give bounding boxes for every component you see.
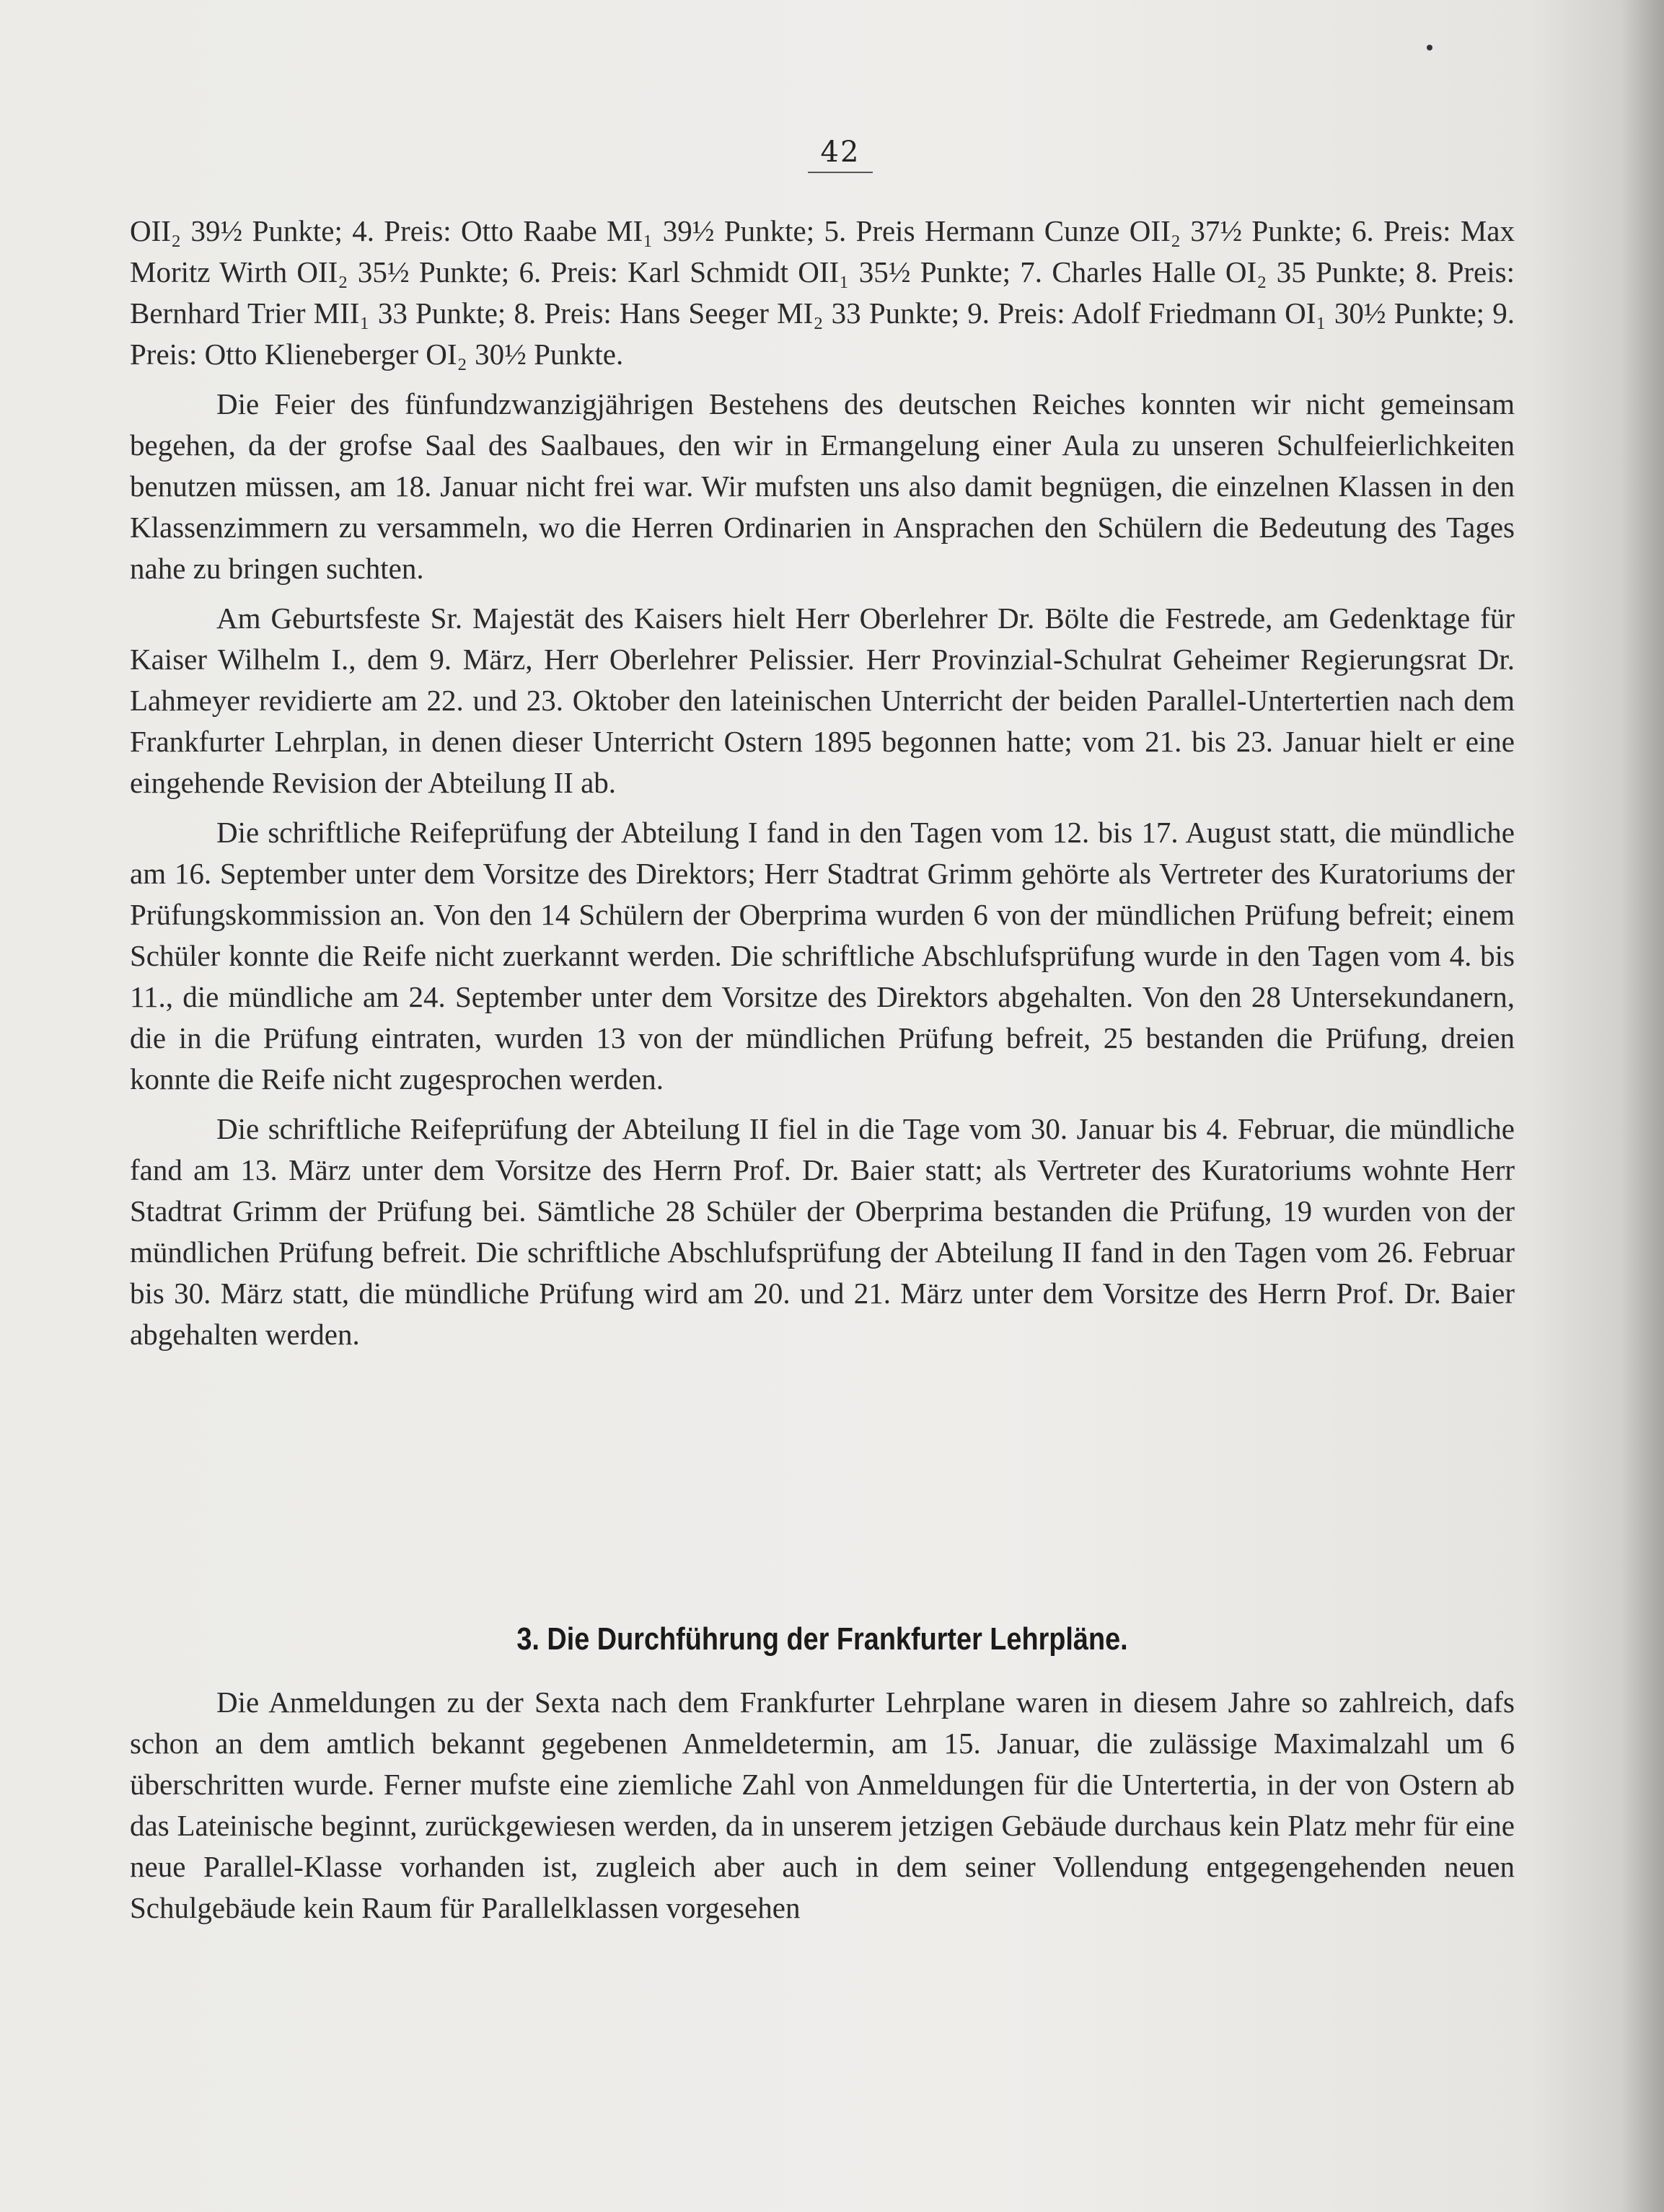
page-edge-shadow — [1621, 0, 1664, 2212]
body-text-upper — [130, 211, 1515, 1364]
prize-list-paragraph: OII₂ 39½ Punkte; 4. Preis: Otto Raabe MI₁ 39½ Punkte; 5. Preis Hermann Cunze OII₂ 37½ Punkte; 6. Preis: Max Moritz Wirth OII₂ 35½ Punkte; 6. Preis: Karl Schmidt OII₁ 35½ Punkte; 7. Charles Halle OI₂ 35 Punkte; 8. Preis: Bernhard Trier MII₁ 33 Punkte; 8. Preis: Hans Seeger MI₂ 33 Punkte; 9. Preis: Adolf Friedmann OI₁ 30½ Punkte; 9. Preis: Otto Klieneberger OI₂ 30½ Punkte. — [130, 214, 1515, 371]
page-number: 42 — [808, 136, 873, 173]
body-text-lower — [130, 1682, 1515, 1937]
section-heading: 3. Die Durchführung der Frankfurter Lehrpläne. — [516, 1621, 1128, 1657]
paragraph-feier: Die Feier des fünfundzwanzigjährigen Bestehens des deutschen Reiches konnten wir nicht gemeinsam begehen, da der grofse Saal des Saalbaues, den wir in Ermangelung einer Aula zu unseren Schulfeierlichkeiten benutzen müssen, am 18. Januar nicht frei war. Wir mufsten uns also damit begnügen, die einzelnen Klassen in den Klassenzimmern zu versammeln, wo die Herren Ordinarien in Ansprachen den Schülern die Bedeutung des Tages nahe zu bringen suchten. — [130, 387, 1515, 585]
paragraph-reifepruefung-1: Die schriftliche Reifeprüfung der Abteilung I fand in den Tagen vom 12. bis 17. August statt, die mündliche am 16. September unter dem Vorsitze des Direktors; Herr Stadtrat Grimm gehörte als Vertreter des Kuratoriums der Prüfungskommission an. Von den 14 Schülern der Oberprima wurden 6 von der mündlichen Prüfung befreit; einem Schüler konnte die Reife nicht zuerkannt werden. Die schriftliche Abschlufsprüfung wurde in den Tagen vom 4. bis 11., die mündliche am 24. September unter dem Vorsitze des Direktors abgehalten. Von den 28 Untersekundanern, die in die Prüfung eintraten, wurden 13 von der mündlichen Prüfung befreit, 25 bestanden die Prüfung, dreien konnte die Reife nicht zugesprochen werden. — [130, 816, 1515, 1096]
paragraph-reifepruefung-2: Die schriftliche Reifeprüfung der Abteilung II fiel in die Tage vom 30. Januar bis 4. Februar, die mündliche fand am 13. März unter dem Vorsitze des Herrn Prof. Dr. Baier statt; als Vertreter des Kuratoriums wohnte Herr Stadtrat Grimm der Prüfung bei. Sämtliche 28 Schüler der Oberprima bestanden die Prüfung, 19 wurden von der mündlichen Prüfung befreit. Die schriftliche Abschlufsprüfung der Abteilung II fand in den Tagen vom 26. Februar bis 30. März statt, die mündliche Prüfung wird am 20. und 21. März unter dem Vorsitze des Herrn Prof. Dr. Baier abgehalten werden. — [130, 1112, 1515, 1351]
print-speck — [1427, 45, 1432, 50]
paragraph-anmeldungen: Die Anmeldungen zu der Sexta nach dem Frankfurter Lehrplane waren in diesem Jahre so zahlreich, dafs schon an dem amtlich bekannt gegebenen Anmeldetermin, am 15. Januar, die zulässige Maximalzahl um 6 überschritten wurde. Ferner mufste eine ziemliche Zahl von Anmeldungen für die Untertertia, in der von Ostern ab das Lateinische beginnt, zurückgewiesen werden, da in unserem jetzigen Gebäude durchaus kein Platz mehr für eine neue Parallel-Klasse vorhanden ist, zugleich aber auch in dem seiner Vollendung entgegengehenden neuen Schulgebäude kein Raum für Parallelklassen vorgesehen — [130, 1686, 1515, 1924]
paragraph-geburtsfest: Am Geburtsfeste Sr. Majestät des Kaisers hielt Herr Oberlehrer Dr. Bölte die Festrede, am Gedenktage für Kaiser Wilhelm I., dem 9. März, Herr Oberlehrer Pelissier. Herr Provinzial-Schulrat Geheimer Regierungsrat Dr. Lahmeyer revidierte am 22. und 23. Oktober den lateinischen Unterricht der beiden Parallel-Untertertien nach dem Frankfurter Lehrplan, in denen dieser Unterricht Ostern 1895 begonnen hatte; vom 21. bis 23. Januar hielt er eine eingehende Revision der Abteilung II ab. — [130, 602, 1515, 799]
